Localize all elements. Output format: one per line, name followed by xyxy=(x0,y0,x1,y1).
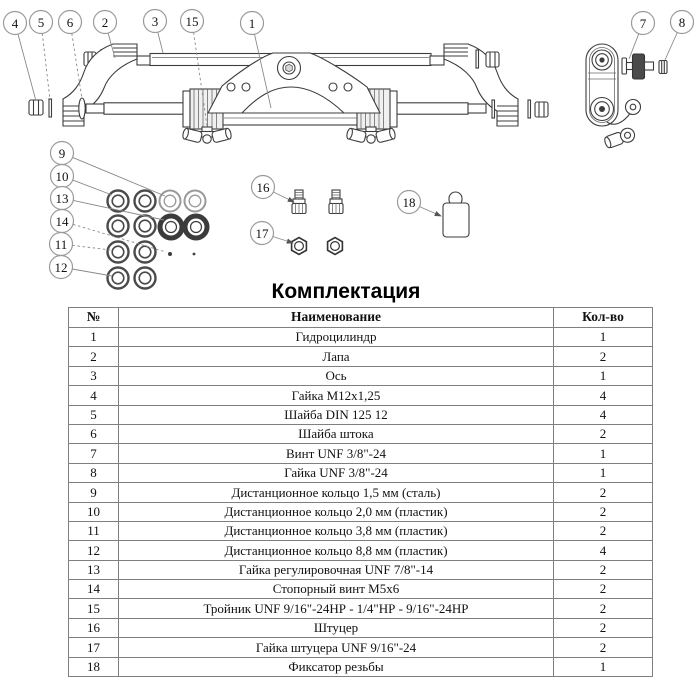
part-number: 15 xyxy=(69,599,119,618)
svg-text:12: 12 xyxy=(54,260,68,275)
table-row xyxy=(69,502,653,521)
part-number: 18 xyxy=(69,657,119,676)
part-name: Ось xyxy=(119,366,554,385)
table-row xyxy=(69,483,653,502)
part-qty: 2 xyxy=(554,502,653,521)
part-qty: 1 xyxy=(554,463,653,482)
callout-16 xyxy=(252,176,295,203)
part-qty: 2 xyxy=(554,424,653,443)
svg-text:7: 7 xyxy=(639,16,647,31)
table-row xyxy=(69,347,653,366)
table-row xyxy=(69,386,653,405)
part-name: Штуцер xyxy=(119,618,554,637)
port-fitting-right xyxy=(346,127,396,143)
part-qty: 1 xyxy=(554,657,653,676)
parts-table-body xyxy=(69,328,653,677)
callout-3 xyxy=(144,10,167,54)
nut-washer-left xyxy=(29,99,52,117)
svg-text:6: 6 xyxy=(66,15,74,30)
callout-8 xyxy=(665,11,694,61)
part-name: Шайба DIN 125 12 xyxy=(119,405,554,424)
part-qty: 1 xyxy=(554,328,653,347)
table-row xyxy=(69,424,653,443)
svg-text:10: 10 xyxy=(55,169,69,184)
table-row xyxy=(69,366,653,385)
callout-5 xyxy=(30,11,53,101)
callout-18 xyxy=(398,191,442,217)
part-number: 12 xyxy=(69,541,119,560)
link-arm-assembly xyxy=(586,44,667,150)
svg-text:14: 14 xyxy=(55,214,69,229)
part-number: 3 xyxy=(69,366,119,385)
part-qty: 2 xyxy=(554,599,653,618)
table-row xyxy=(69,657,653,676)
svg-text:13: 13 xyxy=(55,191,69,206)
parts-table xyxy=(68,307,653,677)
svg-text:4: 4 xyxy=(11,16,19,31)
col-header-qty: Кол-во xyxy=(554,308,653,328)
part-qty: 2 xyxy=(554,483,653,502)
svg-text:11: 11 xyxy=(54,237,68,252)
part-name: Дистанционное кольцо 8,8 мм (пластик) xyxy=(119,541,554,560)
part-number: 7 xyxy=(69,444,119,463)
table-row xyxy=(69,463,653,482)
diagram-svg xyxy=(0,0,700,300)
table-row xyxy=(69,580,653,599)
part-qty: 4 xyxy=(554,405,653,424)
part-qty: 4 xyxy=(554,541,653,560)
svg-text:1: 1 xyxy=(248,16,256,31)
part-name: Гайка М12х1,25 xyxy=(119,386,554,405)
part-number: 8 xyxy=(69,463,119,482)
table-row xyxy=(69,328,653,347)
part-name: Гайка штуцера UNF 9/16"-24 xyxy=(119,638,554,657)
part-name: Гайка регулировочная UNF 7/8"-14 xyxy=(119,560,554,579)
part-number: 5 xyxy=(69,405,119,424)
svg-text:3: 3 xyxy=(151,14,159,29)
part-qty: 2 xyxy=(554,347,653,366)
part-name: Дистанционное кольцо 2,0 мм (пластик) xyxy=(119,502,554,521)
part-number: 11 xyxy=(69,521,119,540)
table-header-row xyxy=(69,308,653,328)
svg-text:9: 9 xyxy=(58,146,66,161)
part-qty: 2 xyxy=(554,618,653,637)
part-number: 14 xyxy=(69,580,119,599)
part-name: Шайба штока xyxy=(119,424,554,443)
port-fitting-left xyxy=(182,127,232,143)
svg-text:17: 17 xyxy=(255,226,269,241)
callout-11 xyxy=(50,233,112,256)
part-number: 17 xyxy=(69,638,119,657)
part-name: Гидроцилиндр xyxy=(119,328,554,347)
svg-text:16: 16 xyxy=(256,180,270,195)
spacer-rings-grid xyxy=(108,191,208,289)
svg-text:5: 5 xyxy=(37,15,45,30)
part-name: Тройник UNF 9/16"-24НР - 1/4"НР - 9/16"-24НР xyxy=(119,599,554,618)
part-name: Фиксатор резьбы xyxy=(119,657,554,676)
nipple-fittings xyxy=(292,190,343,214)
fitting-nuts xyxy=(292,238,343,255)
table-row xyxy=(69,444,653,463)
svg-text:15: 15 xyxy=(185,14,199,29)
part-qty: 2 xyxy=(554,580,653,599)
part-number: 16 xyxy=(69,618,119,637)
table-row xyxy=(69,599,653,618)
table-row xyxy=(69,521,653,540)
page-title: Комплектация xyxy=(271,280,421,303)
part-number: 4 xyxy=(69,386,119,405)
part-name: Винт UNF 3/8"-24 xyxy=(119,444,554,463)
callout-17 xyxy=(251,222,294,245)
part-number: 10 xyxy=(69,502,119,521)
part-qty: 2 xyxy=(554,560,653,579)
part-name: Стопорный винт М5х6 xyxy=(119,580,554,599)
part-number: 6 xyxy=(69,424,119,443)
part-name: Лапа xyxy=(119,347,554,366)
part-number: 13 xyxy=(69,560,119,579)
part-qty: 1 xyxy=(554,366,653,385)
part-name: Дистанционное кольцо 1,5 мм (сталь) xyxy=(119,483,554,502)
table-row xyxy=(69,560,653,579)
table-row xyxy=(69,405,653,424)
col-header-number: № xyxy=(69,308,119,328)
callout-12 xyxy=(50,256,113,279)
svg-text:2: 2 xyxy=(101,15,109,30)
part-number: 9 xyxy=(69,483,119,502)
part-qty: 1 xyxy=(554,444,653,463)
part-qty: 4 xyxy=(554,386,653,405)
col-header-name: Наименование xyxy=(119,308,554,328)
svg-text:8: 8 xyxy=(678,15,686,30)
part-number: 1 xyxy=(69,328,119,347)
table-row xyxy=(69,541,653,560)
table-row xyxy=(69,638,653,657)
svg-text:18: 18 xyxy=(402,195,416,210)
part-number: 2 xyxy=(69,347,119,366)
part-qty: 2 xyxy=(554,638,653,657)
part-name: Дистанционное кольцо 3,8 мм (пластик) xyxy=(119,521,554,540)
table-row xyxy=(69,618,653,637)
callout-7 xyxy=(629,12,655,60)
part-qty: 2 xyxy=(554,521,653,540)
threadlocker-bottle xyxy=(443,192,469,237)
part-name: Гайка UNF 3/8"-24 xyxy=(119,463,554,482)
